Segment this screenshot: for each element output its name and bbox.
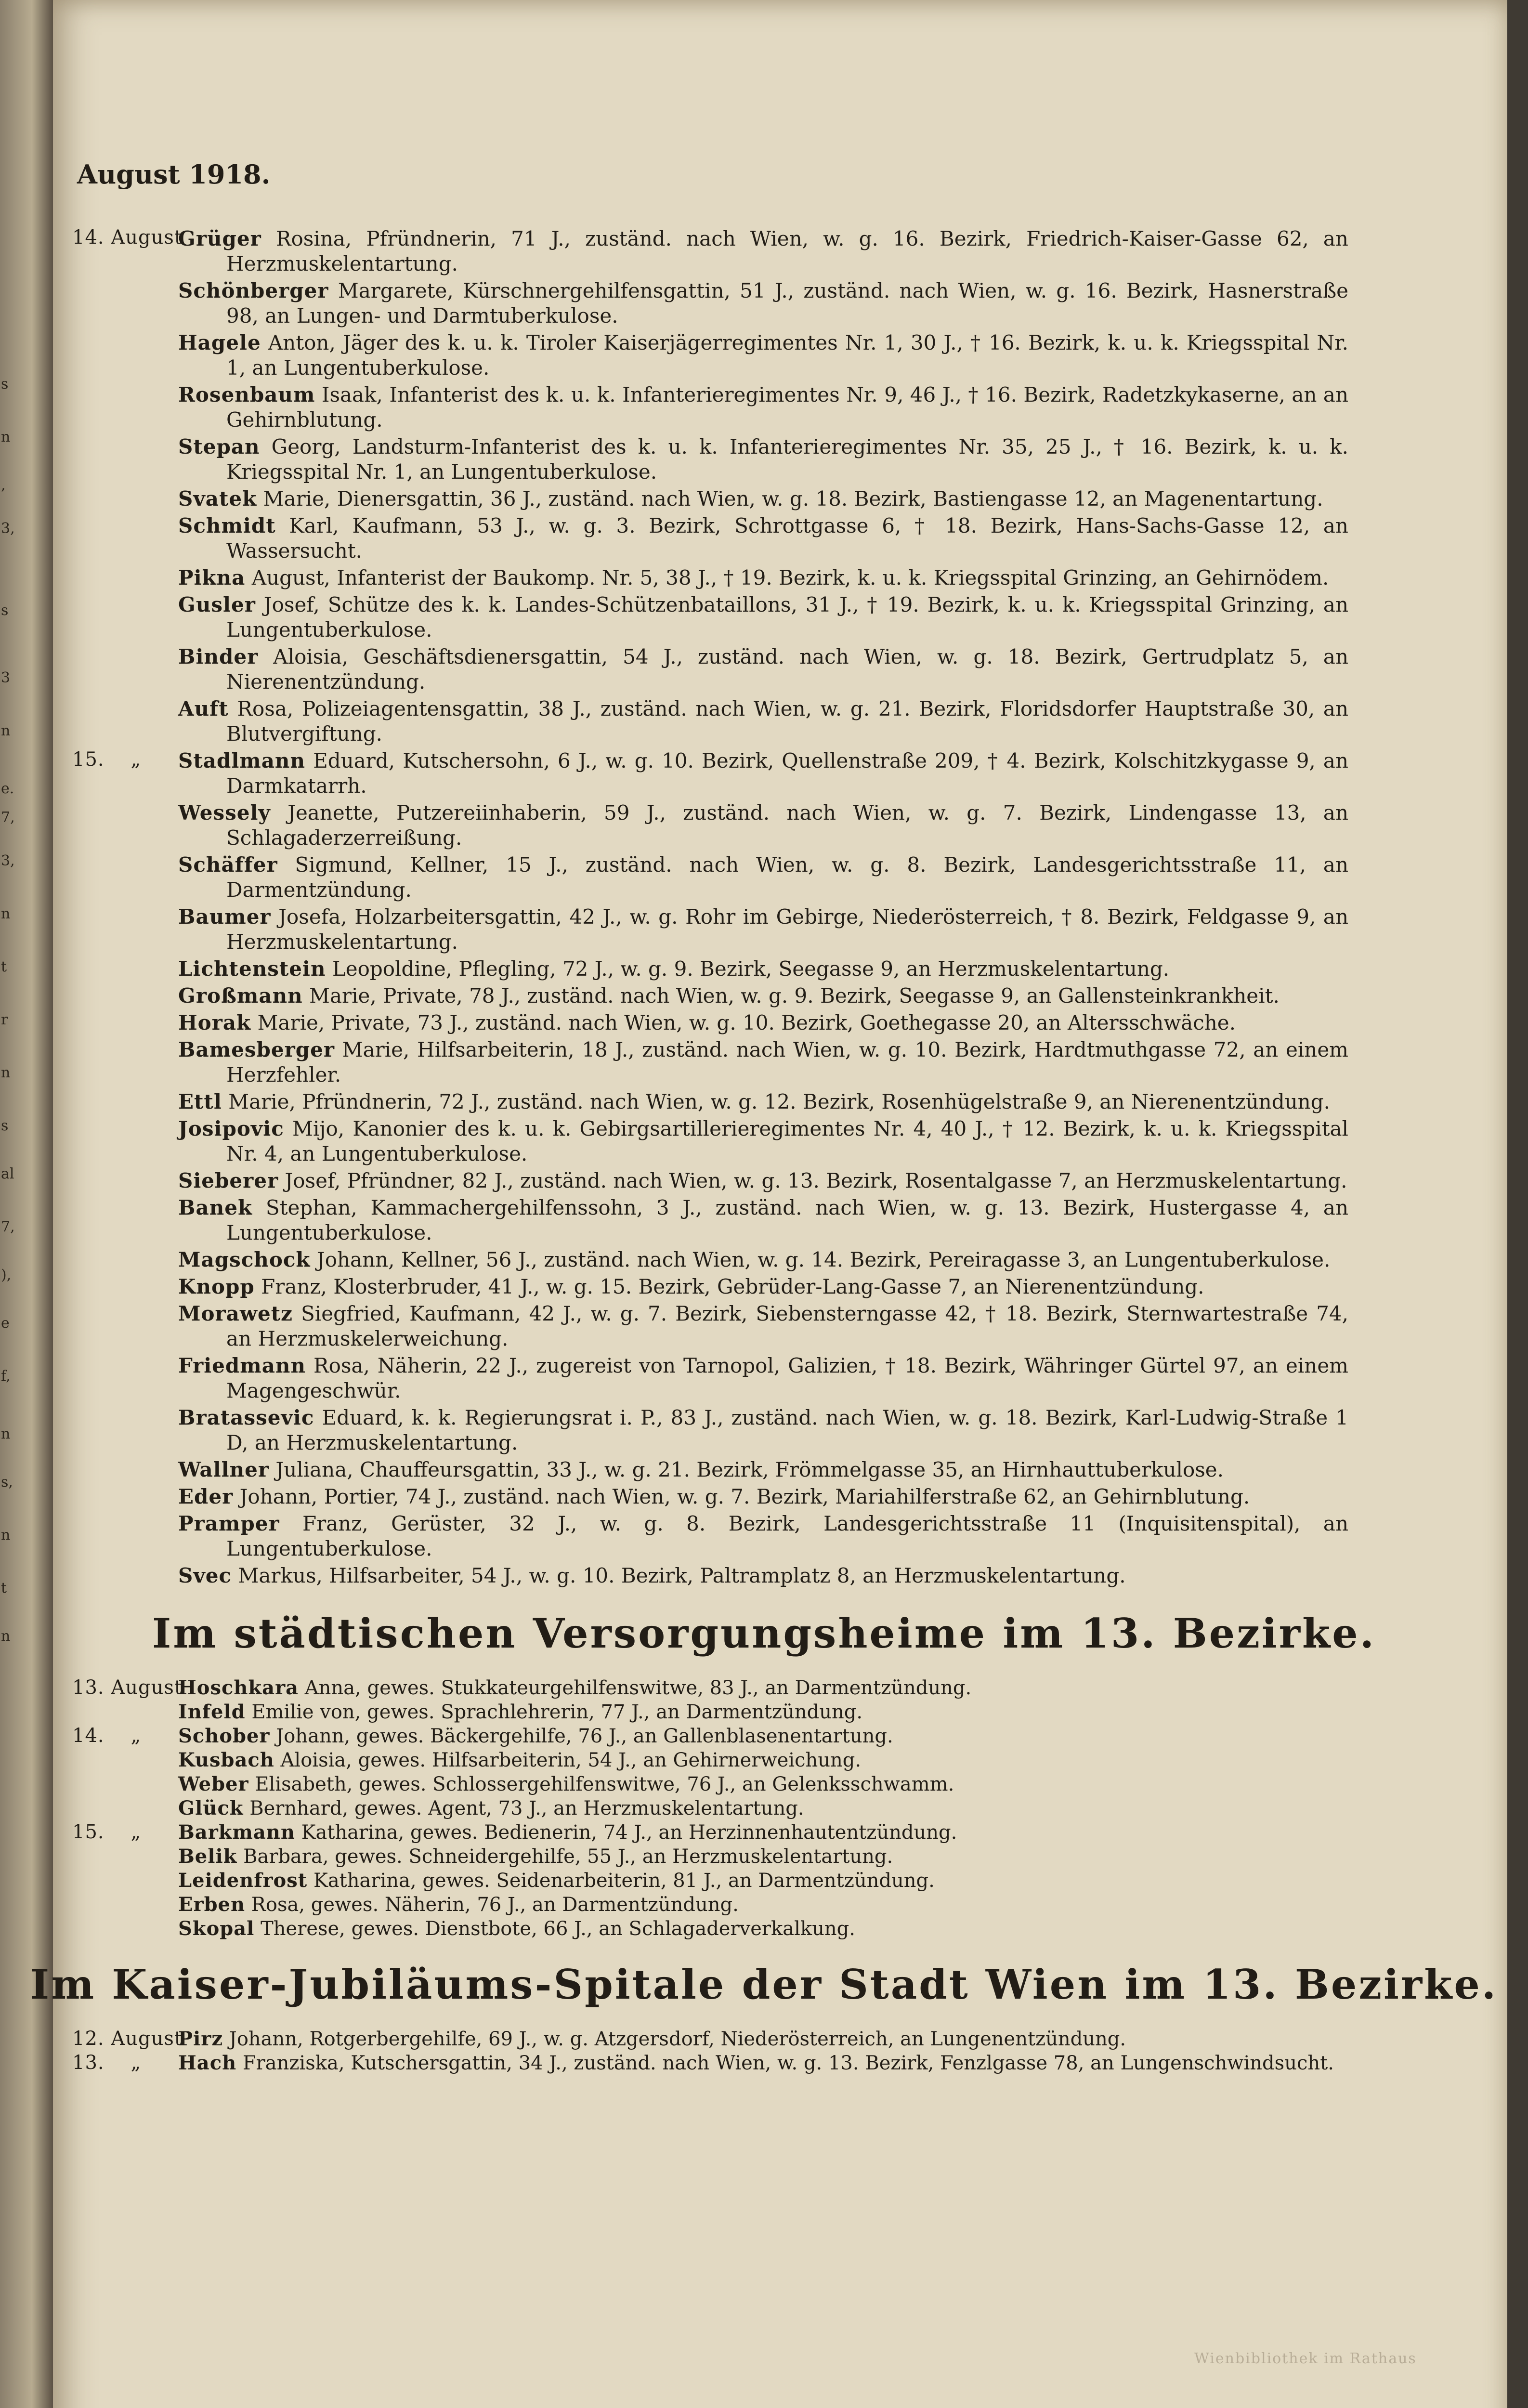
entry-description: Elisabeth, gewes. Schlossergehilfenswitwe, 76 J., an Gelenksschwamm.	[248, 1773, 954, 1795]
entry-description: Johann, Portier, 74 J., zuständ. nach Wien, w. g. 7. Bezirk, Mariahilferstraße 62, an Gehirnblutung.	[233, 1485, 1250, 1508]
entry-name: Knopp	[178, 1275, 255, 1298]
entry-description: Aloisia, gewes. Hilfsarbeiterin, 54 J., an Gehirnerweichung.	[274, 1749, 862, 1771]
register-entry	[72, 1725, 1348, 1748]
register-entry	[72, 1247, 1348, 1272]
register-entry	[72, 513, 1348, 563]
entry-name: Pikna	[178, 566, 246, 589]
entry-name: Skopal	[178, 1917, 255, 1940]
entry-name: Stepan	[178, 435, 260, 458]
register-entry	[72, 1845, 1348, 1868]
register-entry	[72, 1676, 1348, 1700]
gutter-fragment: f,	[1, 1368, 11, 1385]
entry-description: Mijo, Kanonier des k. u. k. Gebirgsartillerieregimentes Nr. 4, 40 J., † 12. Bezirk, k. u. k. Kriegsspital Nr. 4, an Lungentuberkulose.	[226, 1117, 1348, 1165]
entry-description: Rosa, Näherin, 22 J., zugereist von Tarnopol, Galizien, † 18. Bezirk, Währinger Gürtel 97, an einem Magengeschwür.	[226, 1354, 1348, 1402]
entry-description: Markus, Hilfsarbeiter, 54 J., w. g. 10. Bezirk, Paltramplatz 8, an Herzmuskelentartung.	[232, 1564, 1126, 1587]
gutter-fragment: 7,	[1, 809, 15, 826]
entry-description: Eduard, k. k. Regierungsrat i. P., 83 J., zuständ. nach Wien, w. g. 18. Bezirk, Karl-Ludwig-Straße 1 D, an Herzmuskelentartung.	[226, 1406, 1348, 1454]
entry-date: 13. „	[72, 2052, 142, 2074]
entry-description: Isaak, Infanterist des k. u. k. Infanterieregimentes Nr. 9, 46 J., † 16. Bezirk, Radetzkykaserne, an an Gehirnblutung.	[226, 383, 1348, 432]
entry-name: Hagele	[178, 331, 261, 354]
register-entry	[72, 1749, 1348, 1772]
register-entry	[72, 1563, 1348, 1588]
entry-name: Weber	[178, 1773, 249, 1795]
entry-name: Stadlmann	[178, 749, 305, 772]
gutter-fragment: n	[1, 1426, 11, 1442]
entry-name: Sieberer	[178, 1169, 279, 1192]
gutter-fragment: n	[1, 1064, 11, 1081]
gutter-fragment: s,	[1, 1474, 13, 1491]
entry-description: Leopoldine, Pflegling, 72 J., w. g. 9. Bezirk, Seegasse 9, an Herzmuskelentartung.	[326, 957, 1170, 981]
entry-description: Anton, Jäger des k. u. k. Tiroler Kaiserjägerregimentes Nr. 1, 30 J., † 16. Bezirk, k. u. k. Kriegsspital Nr. 1, an Lungentuberkulose.	[226, 331, 1348, 380]
register-entry	[72, 800, 1348, 851]
entry-description: Franz, Klosterbruder, 41 J., w. g. 15. Bezirk, Gebrüder-Lang-Gasse 7, an Nierenentzündung.	[254, 1275, 1204, 1298]
entry-name: Auft	[178, 697, 229, 720]
register-entry	[72, 1089, 1348, 1114]
entry-description: Rosa, gewes. Näherin, 76 J., an Darmentzündung.	[245, 1894, 739, 1916]
gutter-fragment: n	[1, 1527, 11, 1544]
entry-description: Siegfried, Kaufmann, 42 J., w. g. 7. Bezirk, Siebensterngasse 42, † 18. Bezirk, Sternwartestraße 74, an Herzmuskelerweichung.	[226, 1302, 1348, 1350]
entry-date: 13. August	[72, 1676, 183, 1699]
gutter-fragment: 3	[1, 669, 11, 686]
entry-name: Belik	[178, 1845, 237, 1868]
entry-description: Marie, Hilfsarbeiterin, 18 J., zuständ. nach Wien, w. g. 10. Bezirk, Hardtmuthgasse 72, an einem Herzfehler.	[226, 1038, 1348, 1086]
register-entry	[72, 278, 1348, 328]
register-entry	[72, 1797, 1348, 1820]
entry-name: Svatek	[178, 487, 257, 510]
register-entry	[72, 1168, 1348, 1193]
entry-name: Wallner	[178, 1458, 270, 1481]
register-entry	[72, 1917, 1348, 1940]
register-entry	[72, 1701, 1348, 1724]
library-stamp: Wienbibliothek im Rathaus	[1194, 2350, 1417, 2367]
entry-description: Johann, Kellner, 56 J., zuständ. nach Wien, w. g. 14. Bezirk, Pereiragasse 3, an Lungentuberkulose.	[310, 1248, 1331, 1271]
entry-date: 15. „	[72, 748, 142, 771]
entry-name: Schober	[178, 1725, 270, 1747]
register-entry	[72, 1353, 1348, 1403]
register-entry	[72, 696, 1348, 746]
entry-date: 14. August	[72, 226, 183, 249]
entry-name: Barkmann	[178, 1821, 295, 1844]
entry-description: Bernhard, gewes. Agent, 73 J., an Herzmuskelentartung.	[243, 1797, 804, 1819]
section-title-versorgungsheim: Im städtischen Versorgungsheime im 13. Bezirke.	[152, 1610, 1376, 1657]
entry-description: Juliana, Chauffeursgattin, 33 J., w. g. 21. Bezirk, Frömmelgasse 35, an Hirnhauttuberkulose.	[269, 1458, 1224, 1481]
gutter-fragment: r	[1, 1011, 8, 1028]
register-entry	[72, 1010, 1348, 1035]
gutter-fragment: t	[1, 958, 7, 975]
entry-description: Anna, gewes. Stukkateurgehilfenswitwe, 83 J., an Darmentzündung.	[299, 1677, 972, 1699]
register-entry	[72, 1893, 1348, 1916]
entry-description: Katharina, gewes. Seidenarbeiterin, 81 J., an Darmentzündung.	[307, 1870, 935, 1892]
register-entry	[72, 2028, 1348, 2051]
register-entry	[72, 644, 1348, 694]
entry-description: Johann, Rotgerbergehilfe, 69 J., w. g. Atzgersdorf, Niederösterreich, an Lungenentzündung.	[223, 2028, 1126, 2050]
entry-description: Johann, gewes. Bäckergehilfe, 76 J., an Gallenblasenentartung.	[270, 1725, 893, 1747]
gutter-fragment: al	[1, 1165, 14, 1182]
entry-name: Josipovic	[178, 1117, 284, 1140]
entry-description: Marie, Dienersgattin, 36 J., zuständ. nach Wien, w. g. 18. Bezirk, Bastiengasse 12, an Magenentartung.	[257, 487, 1323, 510]
register-entry	[72, 434, 1348, 484]
entry-name: Infeld	[178, 1701, 246, 1723]
register-entry	[72, 1195, 1348, 1245]
entry-name: Baumer	[178, 905, 271, 929]
entry-description: Josefa, Holzarbeitersgattin, 42 J., w. g. Rohr im Gebirge, Niederösterreich, † 8. Bezirk, Feldgasse 9, an Herzmuskelentartung.	[226, 905, 1348, 954]
gutter-fragment: s	[1, 602, 9, 619]
gutter-fragment: n	[1, 429, 11, 445]
gutter-fragment: ),	[1, 1267, 12, 1283]
entry-description: Franziska, Kutschersgattin, 34 J., zuständ. nach Wien, w. g. 13. Bezirk, Fenzlgasse 78, an Lungenschwindsucht.	[236, 2052, 1334, 2074]
entry-date: 12. August	[72, 2028, 183, 2050]
gutter-fragment: e	[1, 1315, 10, 1332]
entry-description: Georg, Landsturm-Infanterist des k. u. k. Infanterieregimentes Nr. 35, 25 J., † 16. Bezirk, k. u. k. Kriegsspital Nr. 1, an Lungentuberkulose.	[226, 435, 1348, 484]
entry-name: Bamesberger	[178, 1038, 335, 1061]
register-entry	[72, 1274, 1348, 1299]
entry-name: Grüger	[178, 227, 261, 250]
register-entry	[72, 748, 1348, 798]
gutter-fragment: 3,	[1, 520, 15, 537]
gutter-fragment: e.	[1, 780, 14, 797]
entry-name: Rosenbaum	[178, 383, 315, 406]
entry-description: Rosa, Polizeiagentensgattin, 38 J., zuständ. nach Wien, w. g. 21. Bezirk, Floridsdorfer Hauptstraße 30, an Blutvergiftung.	[226, 697, 1348, 746]
register-entry	[72, 1511, 1348, 1561]
entry-description: Barbara, gewes. Schneidergehilfe, 55 J., an Herzmuskelentartung.	[237, 1845, 893, 1868]
register-entry	[72, 486, 1348, 511]
gutter-fragment: t	[1, 1580, 7, 1597]
entry-name: Binder	[178, 645, 259, 668]
entry-name: Ettl	[178, 1090, 222, 1113]
entry-description: Therese, gewes. Dienstbote, 66 J., an Schlagaderverkalkung.	[254, 1918, 855, 1940]
register-entry	[72, 1116, 1348, 1166]
register-entry	[72, 1457, 1348, 1482]
register-entry	[72, 1484, 1348, 1509]
gutter-fragment: n	[1, 905, 11, 922]
entry-name: Bratassevic	[178, 1406, 314, 1429]
entry-name: Morawetz	[178, 1302, 293, 1325]
entry-name: Schäffer	[178, 853, 278, 877]
entry-name: Lichtenstein	[178, 957, 326, 981]
entry-description: Jeanette, Putzereiinhaberin, 59 J., zuständ. nach Wien, w. g. 7. Bezirk, Lindengasse 13, an Schlagaderzerreißung.	[226, 801, 1348, 850]
entry-name: Friedmann	[178, 1354, 306, 1377]
entry-description: Josef, Pfründner, 82 J., zuständ. nach Wien, w. g. 13. Bezirk, Rosentalgasse 7, an Herzmuskelentartung.	[278, 1169, 1347, 1192]
register-entry	[72, 852, 1348, 903]
register-entry	[72, 1301, 1348, 1351]
entry-name: Svec	[178, 1564, 232, 1587]
entry-description: Franz, Gerüster, 32 J., w. g. 8. Bezirk, Landesgerichtsstraße 11 (Inquisitenspital), an Lungentuberkulose.	[226, 1512, 1348, 1560]
section-title-jubilaeumsspital: Im Kaiser-Jubiläums-Spitale der Stadt Wien im 13. Bezirke.	[30, 1961, 1498, 2008]
register-entry	[72, 226, 1348, 276]
entry-description: Marie, Pfründnerin, 72 J., zuständ. nach Wien, w. g. 12. Bezirk, Rosenhügelstraße 9, an Nierenentzündung.	[222, 1090, 1330, 1113]
entry-name: Hach	[178, 2052, 237, 2074]
entry-description: Sigmund, Kellner, 15 J., zuständ. nach Wien, w. g. 8. Bezirk, Landesgerichtsstraße 11, an Darmentzündung.	[226, 853, 1348, 902]
register-entry	[72, 382, 1348, 432]
register-entry	[72, 1821, 1348, 1844]
gutter-fragment: s	[1, 1117, 9, 1134]
entry-name: Banek	[178, 1196, 253, 1219]
register-entry	[72, 904, 1348, 955]
register-entry	[72, 565, 1348, 590]
register-entry	[72, 983, 1348, 1008]
entry-description: Aloisia, Geschäftsdienersgattin, 54 J., zuständ. nach Wien, w. g. 18. Bezirk, Gertrudplatz 5, an Nierenentzündung.	[226, 645, 1348, 694]
entry-name: Eder	[178, 1485, 234, 1508]
register-entry	[72, 2052, 1348, 2075]
entry-name: Erben	[178, 1893, 246, 1916]
gutter-fragment: s	[1, 376, 9, 393]
gutter-fragment: 7,	[1, 1218, 15, 1235]
entry-name: Pramper	[178, 1512, 280, 1535]
entry-description: Rosina, Pfründnerin, 71 J., zuständ. nach Wien, w. g. 16. Bezirk, Friedrich-Kaiser-Gasse 62, an Herzmuskelentartung.	[226, 227, 1348, 275]
entry-name: Horak	[178, 1011, 251, 1034]
entry-description: Marie, Private, 73 J., zuständ. nach Wien, w. g. 10. Bezirk, Goethegasse 20, an Altersschwäche.	[251, 1011, 1236, 1034]
entry-description: Josef, Schütze des k. k. Landes-Schützenbataillons, 31 J., † 19. Bezirk, k. u. k. Kriegsspital Grinzing, an Lungentuberkulose.	[226, 593, 1348, 641]
register-entry	[72, 1773, 1348, 1796]
entry-date: 14. „	[72, 1725, 142, 1747]
entry-name: Hoschkara	[178, 1676, 299, 1699]
entry-description: August, Infanterist der Baukomp. Nr. 5, 38 J., † 19. Bezirk, k. u. k. Kriegsspital Grinzing, an Gehirnödem.	[245, 566, 1329, 589]
entry-name: Gusler	[178, 593, 256, 616]
entry-name: Kusbach	[178, 1749, 274, 1771]
entry-description: Karl, Kaufmann, 53 J., w. g. 3. Bezirk, Schrottgasse 6, † 18. Bezirk, Hans-Sachs-Gasse 12, an Wassersucht.	[226, 514, 1348, 563]
register-entry	[72, 1037, 1348, 1087]
entry-name: Wessely	[178, 801, 271, 824]
entry-description: Emilie von, gewes. Sprachlehrerin, 77 J., an Darmentzündung.	[245, 1701, 863, 1723]
entry-description: Marie, Private, 78 J., zuständ. nach Wien, w. g. 9. Bezirk, Seegasse 9, an Gallensteinkrankheit.	[302, 984, 1280, 1008]
entry-name: Pirz	[178, 2028, 223, 2050]
gutter-fragment: 3,	[1, 852, 15, 869]
entry-description: Eduard, Kutschersohn, 6 J., w. g. 10. Bezirk, Quellenstraße 209, † 4. Bezirk, Kolschitzkygasse 9, an Darmkatarrh.	[226, 749, 1348, 798]
register-entry	[72, 956, 1348, 982]
entry-name: Schmidt	[178, 514, 276, 537]
gutter-fragment: ,	[1, 477, 6, 494]
register-entry	[72, 1405, 1348, 1455]
register-entry	[72, 1869, 1348, 1892]
entry-description: Margarete, Kürschnergehilfensgattin, 51 J., zuständ. nach Wien, w. g. 16. Bezirk, Hasnerstraße 98, an Lungen- und Darmtuberkulose.	[226, 279, 1348, 327]
gutter-fragment: n	[1, 1628, 11, 1645]
page-header: August 1918.	[77, 159, 271, 190]
entry-date: 15. „	[72, 1821, 142, 1843]
entry-name: Schönberger	[178, 279, 329, 302]
entry-name: Magschock	[178, 1248, 311, 1271]
entry-name: Glück	[178, 1797, 244, 1819]
entry-name: Leidenfrost	[178, 1869, 308, 1892]
entry-name: Großmann	[178, 984, 303, 1008]
gutter-fragment: n	[1, 722, 11, 739]
entry-description: Stephan, Kammachergehilfenssohn, 3 J., zuständ. nach Wien, w. g. 13. Bezirk, Hustergasse 4, an Lungentuberkulose.	[226, 1196, 1348, 1244]
register-entry	[72, 592, 1348, 642]
register-entry	[72, 330, 1348, 380]
entry-description: Katharina, gewes. Bedienerin, 74 J., an Herzinnenhautentzündung.	[295, 1821, 957, 1844]
